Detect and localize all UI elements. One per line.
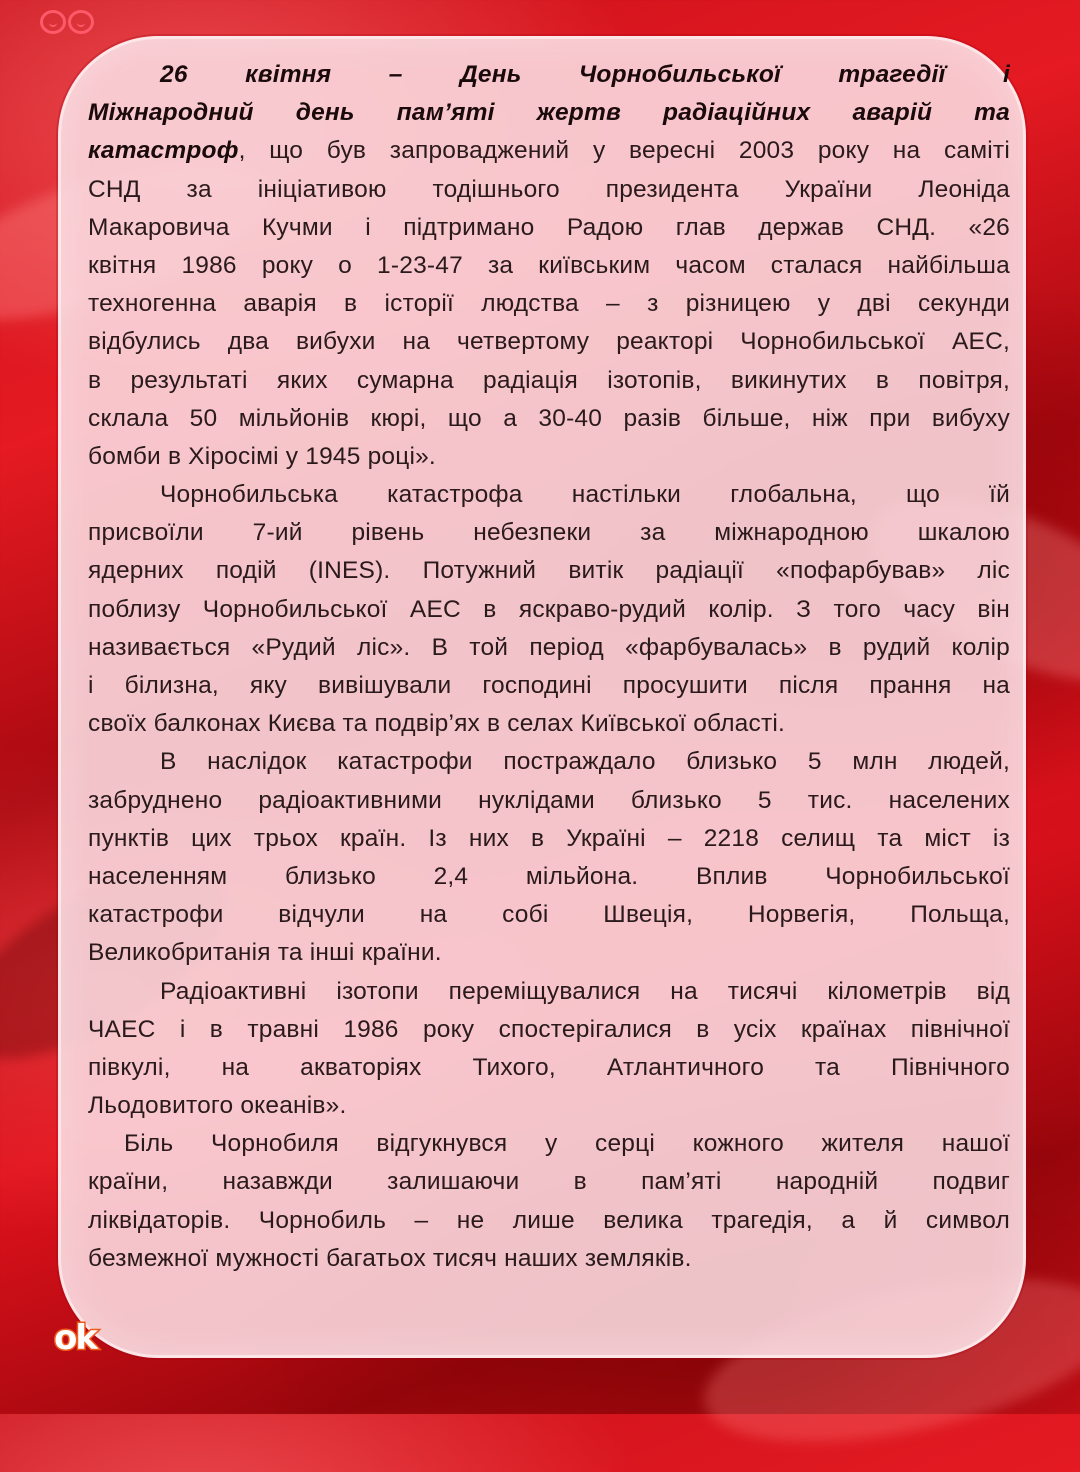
text-segment: Радіоактивні ізотопи переміщувалися на тисячі кілометрів від	[160, 977, 1010, 1005]
text-segment: Льодовитого океанів».	[88, 1092, 347, 1120]
text-line	[88, 1202, 1010, 1240]
text-line	[88, 552, 1010, 590]
emphasized-text: Міжнародний день пам’яті жертв радіаційних аварій та	[88, 99, 1010, 127]
emphasized-text: 26 квітня – День Чорнобильської трагедії і	[160, 61, 1010, 88]
text-segment: Великобританія та інші країни.	[88, 939, 442, 967]
text-line	[88, 1125, 1010, 1163]
text-line	[88, 973, 1010, 1011]
smiley-face-icon	[40, 10, 66, 34]
text-line	[88, 94, 1010, 132]
text-line	[88, 1049, 1010, 1087]
text-line	[88, 132, 1010, 170]
text-line	[88, 820, 1010, 858]
text-line	[88, 858, 1010, 896]
paragraph	[88, 743, 1010, 972]
text-line	[88, 438, 1010, 476]
text-segment: безмежної мужності багатьох тисяч наших земляків.	[88, 1244, 692, 1272]
text-segment: ліквідаторів. Чорнобиль – не лише велика трагедія, а й символ	[88, 1206, 1010, 1234]
paragraph	[88, 1125, 1010, 1278]
text-line	[88, 247, 1010, 285]
text-line	[88, 667, 1010, 705]
text-segment: квітня 1986 року о 1-23-47 за київським часом сталася найбільша	[88, 251, 1010, 279]
text-line	[88, 171, 1010, 209]
text-segment: , що був запроваджений у вересні 2003 року на саміті	[238, 137, 1010, 165]
document-text	[88, 56, 1010, 1278]
text-line	[88, 323, 1010, 361]
paragraph	[88, 973, 1010, 1126]
text-line	[88, 591, 1010, 629]
text-segment: відбулись два вибухи на четвертому реакторі Чорнобильської АЕС,	[88, 328, 1010, 356]
text-line	[88, 629, 1010, 667]
text-line	[88, 285, 1010, 323]
text-line	[88, 896, 1010, 934]
text-segment: називається «Рудий ліс». В той період «фарбувалась» в рудий колір	[88, 633, 1010, 661]
text-segment: склала 50 мільйонів кюрі, що а 30-40 разів більше, ніж при вибуху	[88, 404, 1010, 432]
text-segment: В наслідок катастрофи постраждало близько 5 млн людей,	[160, 748, 1010, 776]
text-segment: півкулі, на акваторіях Тихого, Атлантичного та Північного	[88, 1053, 1010, 1081]
text-line	[88, 1087, 1010, 1125]
text-line	[88, 705, 1010, 743]
text-line	[88, 362, 1010, 400]
text-line	[88, 934, 1010, 972]
text-segment: бомби в Хіросімі у 1945 році».	[88, 442, 436, 470]
text-segment: ЧАЕС і в травні 1986 року спостерігалися в усіх країнах північної	[88, 1015, 1010, 1043]
text-segment: в результаті яких сумарна радіація ізотопів, викинутих в повітря,	[88, 366, 1010, 394]
text-segment: і білизна, яку вивішували господині просушити після прання на	[88, 672, 1010, 699]
text-segment: катастрофи відчули на собі Швеція, Норвегія, Польща,	[88, 901, 1010, 929]
smiley-face-icon	[68, 10, 94, 34]
text-line	[88, 476, 1010, 514]
text-line	[88, 56, 1010, 94]
emphasized-text: катастроф	[88, 137, 239, 165]
text-segment: ядерних подій (INES). Потужний витік радіації «пофарбував» ліс	[88, 557, 1010, 585]
text-line	[88, 743, 1010, 781]
ok-logo-icon: ok	[54, 1318, 96, 1358]
smiley-faces-logo-icon	[40, 10, 94, 34]
text-segment: Біль Чорнобиля відгукнувся у серці кожного жителя нашої	[124, 1130, 1010, 1158]
text-segment: поблизу Чорнобильської АЕС в яскраво-рудий колір. З того часу він	[88, 595, 1010, 623]
text-segment: СНД за ініціативою тодішнього президента України Леоніда	[88, 175, 1010, 203]
text-segment: Макаровича Кучми і підтримано Радою глав держав СНД. «26	[88, 213, 1010, 241]
text-line	[88, 1240, 1010, 1278]
text-line	[88, 1011, 1010, 1049]
text-line	[88, 209, 1010, 247]
text-segment: техногенна аварія в історії людства – з різницею у дві секунди	[88, 290, 1010, 318]
text-segment: країни, назавжди залишаючи в пам’яті народній подвиг	[88, 1168, 1010, 1196]
text-line	[88, 782, 1010, 820]
text-segment: Чорнобильська катастрофа настільки глобальна, що їй	[160, 481, 1010, 509]
text-line	[88, 1163, 1010, 1201]
text-segment: забруднено радіоактивними нуклідами близько 5 тис. населених	[88, 786, 1010, 814]
paragraph	[88, 56, 1010, 476]
paragraph	[88, 476, 1010, 743]
text-segment: населенням близько 2,4 мільйона. Вплив Чорнобильської	[88, 862, 1010, 890]
text-segment: своїх балконах Києва та подвір’ях в селах Київської області.	[88, 710, 786, 738]
text-segment: пунктів цих трьох країн. Із них в Україні – 2218 селищ та міст із	[88, 824, 1010, 852]
text-segment: присвоїли 7-ий рівень небезпеки за міжнародною шкалою	[88, 519, 1010, 547]
text-line	[88, 514, 1010, 552]
text-line	[88, 400, 1010, 438]
